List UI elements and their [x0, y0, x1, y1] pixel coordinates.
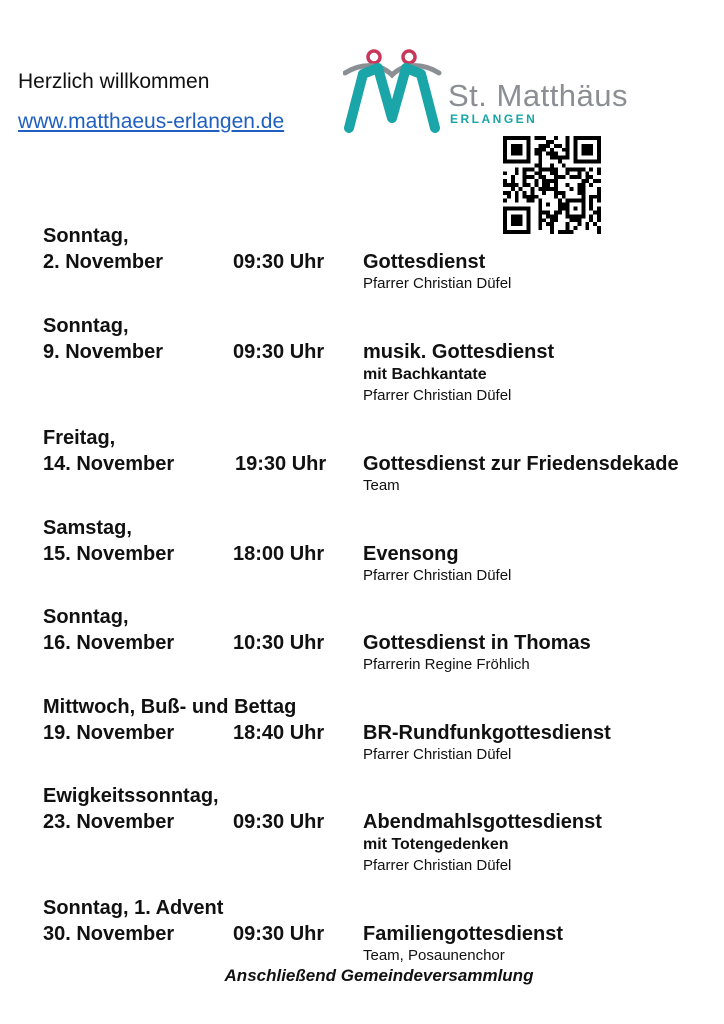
qr-code-icon[interactable]: [503, 136, 601, 239]
event-day: Freitag,: [43, 427, 116, 449]
event-person: Pfarrer Christian Düfel: [363, 275, 512, 292]
event-day: Ewigkeitssonntag,: [43, 785, 219, 807]
event-title: Gottesdienst: [363, 251, 486, 273]
event-person: Pfarrer Christian Düfel: [363, 746, 512, 763]
event-title: Familiengottesdienst: [363, 923, 564, 945]
event-time: 18:40 Uhr: [233, 722, 325, 744]
event-date: 15. November: [43, 543, 175, 565]
event-person: Team, Posaunenchor: [363, 947, 505, 964]
event-time: 09:30 Uhr: [233, 811, 325, 833]
event-time: 18:00 Uhr: [233, 543, 325, 565]
event-date: 14. November: [43, 453, 175, 475]
event-time: 09:30 Uhr: [233, 341, 325, 363]
event-day: Mittwoch, Buß- und Bettag: [43, 696, 297, 718]
event-day: Sonntag, 1. Advent: [43, 897, 224, 919]
event-day: Samstag,: [43, 517, 132, 539]
event-subtitle: mit Totengedenken: [363, 836, 509, 853]
event-date: 30. November: [43, 923, 175, 945]
event-time: 19:30 Uhr: [235, 453, 327, 475]
church-location: ERLANGEN: [450, 112, 538, 126]
event-date: 2. November: [43, 251, 164, 273]
event-person: Pfarrer Christian Düfel: [363, 567, 512, 584]
event-day: Sonntag,: [43, 315, 129, 337]
event-title: Gottesdienst in Thomas: [363, 632, 591, 654]
welcome-heading: Herzlich willkommen: [18, 70, 210, 93]
event-date: 9. November: [43, 341, 164, 363]
event-time: 09:30 Uhr: [233, 251, 325, 273]
event-day: Sonntag,: [43, 225, 129, 247]
event-person: Pfarrer Christian Düfel: [363, 387, 512, 404]
event-title: BR-Rundfunkgottesdienst: [363, 722, 611, 744]
event-date: 16. November: [43, 632, 175, 654]
event-title: Evensong: [363, 543, 459, 565]
event-subtitle: mit Bachkantate: [363, 366, 487, 383]
event-date: 19. November: [43, 722, 175, 744]
event-person: Pfarrerin Regine Fröhlich: [363, 656, 530, 673]
church-logo: [343, 48, 443, 139]
event-person: Pfarrer Christian Düfel: [363, 857, 512, 874]
event-date: 23. November: [43, 811, 175, 833]
event-time: 10:30 Uhr: [233, 632, 325, 654]
event-title: Abendmahlsgottesdienst: [363, 811, 602, 833]
church-name: St. Matthäus: [448, 78, 629, 113]
event-title: Gottesdienst zur Friedensdekade: [363, 453, 679, 475]
event-title: musik. Gottesdienst: [363, 341, 555, 363]
footer-note: Anschließend Gemeindeversammlung: [224, 966, 534, 985]
website-link[interactable]: www.matthaeus-erlangen.de: [18, 110, 285, 133]
event-person: Team: [363, 477, 400, 494]
event-time: 09:30 Uhr: [233, 923, 325, 945]
event-day: Sonntag,: [43, 606, 129, 628]
two-figures-m-logo-icon: [343, 48, 443, 134]
